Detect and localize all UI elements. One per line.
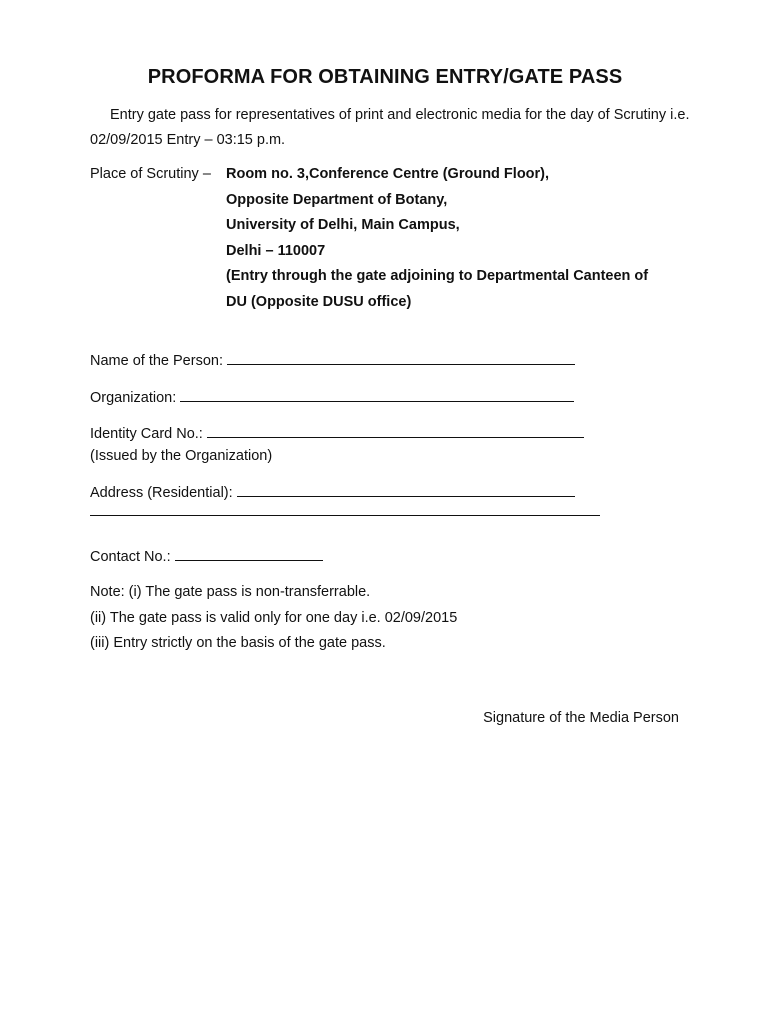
address-line: DU (Opposite DUSU office) — [226, 293, 412, 310]
note-item: Note: (i) The gate pass is non-transferrable. — [90, 584, 371, 600]
organization-blank-line[interactable] — [180, 387, 574, 402]
address-line: Delhi – 110007 — [226, 242, 326, 259]
name-blank-line[interactable] — [227, 350, 575, 365]
address-blank-line[interactable] — [237, 482, 575, 497]
organization-field — [90, 387, 574, 409]
address-line: (Entry through the gate adjoining to Departmental Canteen of — [226, 268, 649, 284]
address-line: Opposite Department of Botany, — [226, 191, 448, 208]
notes-section — [90, 580, 457, 657]
identity-card-field — [90, 423, 584, 445]
identity-card-note: (Issued by the Organization) — [90, 448, 273, 464]
organization-label: Organization: — [90, 390, 177, 406]
name-label: Name of the Person: — [90, 353, 223, 369]
intro-paragraph: Entry gate pass for representatives of print and electronic media for the day of Scrutiny i.e. 02/09/2015 Entry – 03:15 p.m. — [90, 107, 690, 148]
identity-card-label: Identity Card No.: — [90, 426, 203, 442]
place-of-scrutiny-label: Place of Scrutiny – — [90, 166, 211, 182]
contact-field — [90, 546, 323, 568]
address-line: Room no. 3,Conference Centre (Ground Floor), — [226, 166, 550, 182]
place-of-scrutiny-address — [226, 162, 696, 315]
address-second-blank-line[interactable] — [90, 515, 600, 516]
contact-blank-line[interactable] — [175, 546, 323, 561]
note-item: (ii) The gate pass is valid only for one day i.e. 02/09/2015 — [90, 609, 458, 626]
address-field — [90, 482, 575, 504]
contact-label: Contact No.: — [90, 549, 171, 565]
document-title: PROFORMA FOR OBTAINING ENTRY/GATE PASS — [147, 66, 623, 88]
note-item: (iii) Entry strictly on the basis of the gate pass. — [90, 635, 386, 651]
address-line: University of Delhi, Main Campus, — [226, 217, 460, 233]
identity-card-blank-line[interactable] — [207, 423, 584, 438]
name-field — [90, 350, 575, 372]
signature-label: Signature of the Media Person — [483, 710, 679, 726]
address-label: Address (Residential): — [90, 485, 233, 501]
